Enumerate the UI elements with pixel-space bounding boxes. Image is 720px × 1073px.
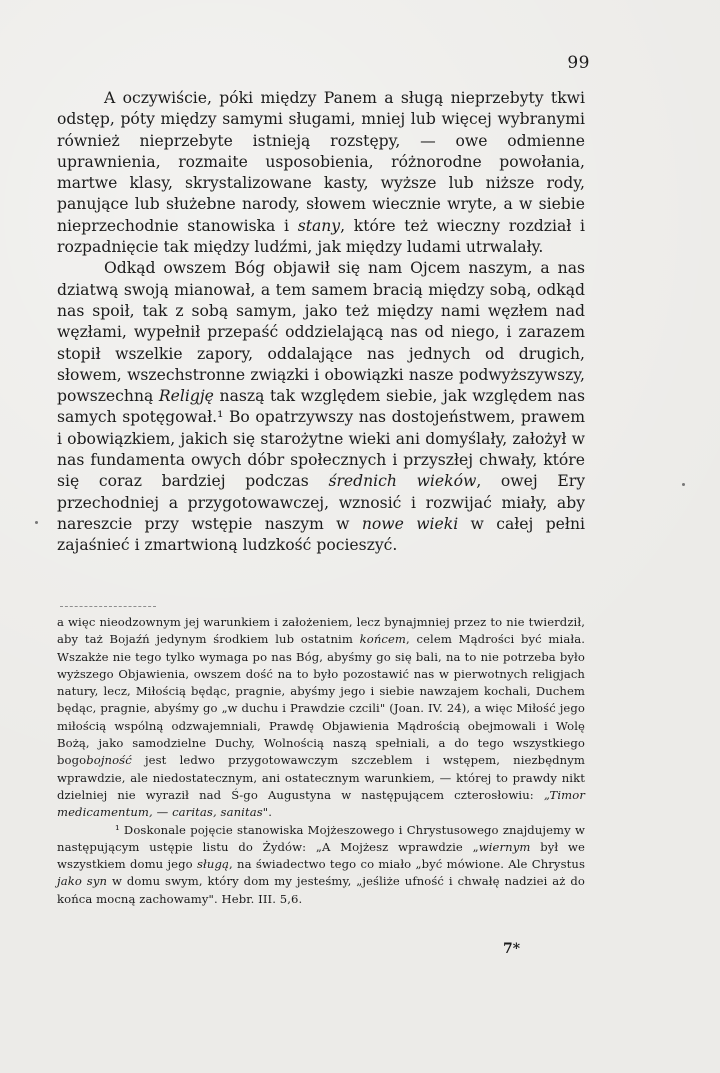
main-text <box>57 88 585 557</box>
paragraph-2-text-b: naszą tak względem siebie, jak względem nas samych spotęgował.¹ Bo opatrzywszy nas dostojeństwem, prawem i obowiązkiem, jakich się starożytne wieki ani domyślały, założył w nas fundamenta owych dóbr społecznych i przyszłej chwały, które się coraz bardziej podczas <box>57 387 585 491</box>
paragraph-1-emphasis-stany: stany <box>297 216 341 235</box>
footnote-2-text-c: , na świadectwo tego co miało „być mówione. Ale Chrystus <box>229 857 585 872</box>
paragraph-2-text-a: Odkąd owszem Bóg objawił się nam Ojcem naszym, a nas dziatwą swoją mianował, a tem samem bracią między sobą, odkąd nas spoił, tak z sobą samym, jako też między nami węzłem nad węzłami, wypełnił przepaść oddzielającą nas od niego, i zarazem stopił wszelkie zapory, oddalające nas jednych od drugich, słowem, wszechstronne związki i obowiązki nasze podwyższywszy, powszechną <box>57 259 585 406</box>
footnotes <box>57 614 585 908</box>
paragraph-2-emphasis-srednich-wiekow: średnich wieków <box>328 472 477 491</box>
footnote-1-text-a: a więc nieodzownym jej warunkiem i założeniem, lecz bynajmniej przez to nie twierdził, aby taż Bojaźń jedynym środkiem lub ostatnim <box>57 615 585 647</box>
footnote-1-emphasis-bojnosc: bojność <box>86 753 132 768</box>
paragraph-1-text-b: , które też wieczny rozdział i rozpadnięcie tak między ludźmi, jak między ludami utrwalały. <box>57 216 586 257</box>
footnote-1-emphasis-koncem: końcem <box>359 632 407 647</box>
paragraph-2 <box>57 258 585 556</box>
footnote-1 <box>57 822 585 908</box>
footnote-2-emphasis-jako-syn: jako syn <box>57 874 108 889</box>
footnote-1-text-b: , celem Mądrości być miała. Wszakże nie tego tylko wymaga po nas Bóg, abyśmy go się bali, na to nie potrzeba było wyższego Objawienia, owszem dość na to było pozostawić nas w pierwotnych religjach natury, lecz, Miłością będąc, pragnie, abyśmy jego i siebie nawzajem kochali, Duchem będąc, pragnie, abyśmy go „w duchu i Prawdzie czcili" (Joan. IV. 24), a więc Miłość jego miłością wspólną odzwajemniali, Prawdę Objawienia Mądrością obejmowali i Wolę Bożą, jako samodzielne Duchy, Wolnością naszą spełniali, a do tego wszystkiego bogo <box>57 632 585 768</box>
footnote-1-text-d: . <box>268 805 273 820</box>
footnote-1-emphasis-quote: „Timor medicamentum, — caritas, sanitas" <box>57 787 585 820</box>
page-number: 99 <box>567 53 590 73</box>
paper-speck <box>35 521 38 524</box>
paragraph-2-text-d: w całej pełni zajaśnieć i zmartwioną ludzkość pocieszyć. <box>57 514 585 555</box>
paragraph-2-emphasis-nowe-wieki: nowe wieki <box>361 514 459 533</box>
footnote-divider <box>60 606 156 607</box>
paragraph-1-text-a: A oczywiście, póki między Panem a sługą nieprzebyty tkwi odstęp, póty między samymi sługami, mniej lub więcej wybranymi również nieprzebyte istnieją rozstępy, — owe odmienne uprawnienia, rozmaite usposobienia, różnorodne powołania, martwe klasy, skrystalizowane kasty, wyższe lub niższe rody, panujące lub służebne narody, słowem wiecznie wryte, a w siebie nieprzechodnie stanowiska i <box>57 89 585 235</box>
paper-speck <box>682 483 685 486</box>
paragraph-2-text-c: , owej Ery przechodniej a przygotowawczej, wznosić i rozwijać miały, aby nareszcie przy wstępie naszym w <box>57 472 586 533</box>
footnote-1-text-c: jest ledwo przygotowawczym szczeblem i wstępem, niezbędnym wprawdzie, ale niedostatecznym, ani ostatecznym warunkiem, — której to prawdy nikt dzielniej nie wyraził nad Ś-go Augustyna w następującem czterosłowiu: <box>57 753 585 802</box>
footnote-2-text-b: był we wszystkiem domu jego <box>57 839 585 872</box>
footnote-2-text-d: w domu swym, który dom my jesteśmy, „jeśliże ufność i chwałę nadziei aż do końca mocną zachowamy". Hebr. III. 5,6. <box>57 874 585 906</box>
paragraph-1 <box>57 88 585 258</box>
footnote-2-emphasis-sluga: sługą <box>196 857 229 872</box>
footnote-continued <box>57 614 585 822</box>
footnote-2-text-a: ¹ Doskonale pojęcie stanowiska Mojżeszowego i Chrystusowego znajdujemy w następującym ustępie listu do Żydów: „A Mojżesz wprawdzie „ <box>57 822 585 854</box>
footnote-2-emphasis-wiernym: wiernym <box>478 839 531 854</box>
paragraph-2-emphasis-religje: Religję <box>158 387 214 406</box>
signature-mark: 7* <box>503 941 521 957</box>
